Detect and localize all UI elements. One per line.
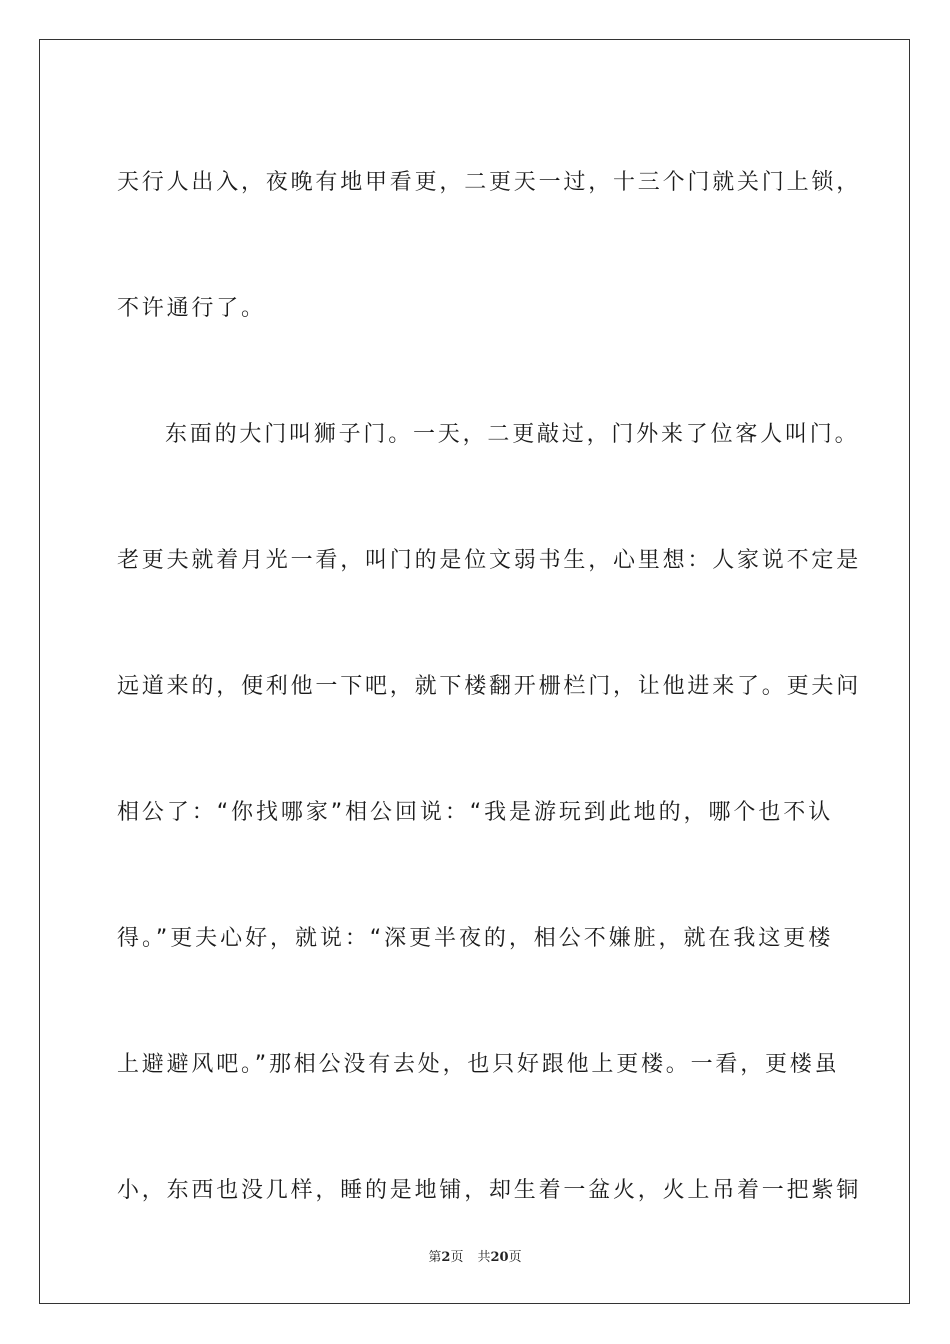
text-line: 不许通行了。 <box>117 296 266 321</box>
total-prefix: 共 <box>477 1250 491 1265</box>
text-line: 老更夫就着月光一看，叫门的是位文弱书生，心里想：人家说不定是 <box>117 548 862 573</box>
total-suffix: 页 <box>508 1250 522 1265</box>
page-suffix: 页 <box>450 1250 464 1265</box>
text-line: 相公了：“你找哪家”相公回说：“我是游玩到此地的，哪个也不认 <box>117 800 833 825</box>
page-footer <box>0 1246 950 1265</box>
text-line: 得。”更夫心好，就说：“深更半夜的，相公不嫌脏，就在我这更楼 <box>117 926 833 951</box>
current-page-number: 2 <box>441 1250 451 1265</box>
text-line: 小，东西也没几样，睡的是地铺，却生着一盆火，火上吊着一把紫铜 <box>117 1178 862 1203</box>
document-body <box>117 120 862 1254</box>
page-prefix: 第 <box>428 1250 442 1265</box>
total-pages-number: 20 <box>490 1250 509 1265</box>
text-line: 远道来的，便利他一下吧，就下楼翻开栅栏门，让他进来了。更夫问 <box>117 674 862 699</box>
text-line: 上避避风吧。”那相公没有去处，也只好跟他上更楼。一看，更楼虽 <box>117 1052 840 1077</box>
paragraph-start-line: 东面的大门叫狮子门。一天，二更敲过，门外来了位客人叫门。 <box>165 422 860 447</box>
text-line: 天行人出入，夜晚有地甲看更，二更天一过，十三个门就关门上锁， <box>117 170 862 195</box>
